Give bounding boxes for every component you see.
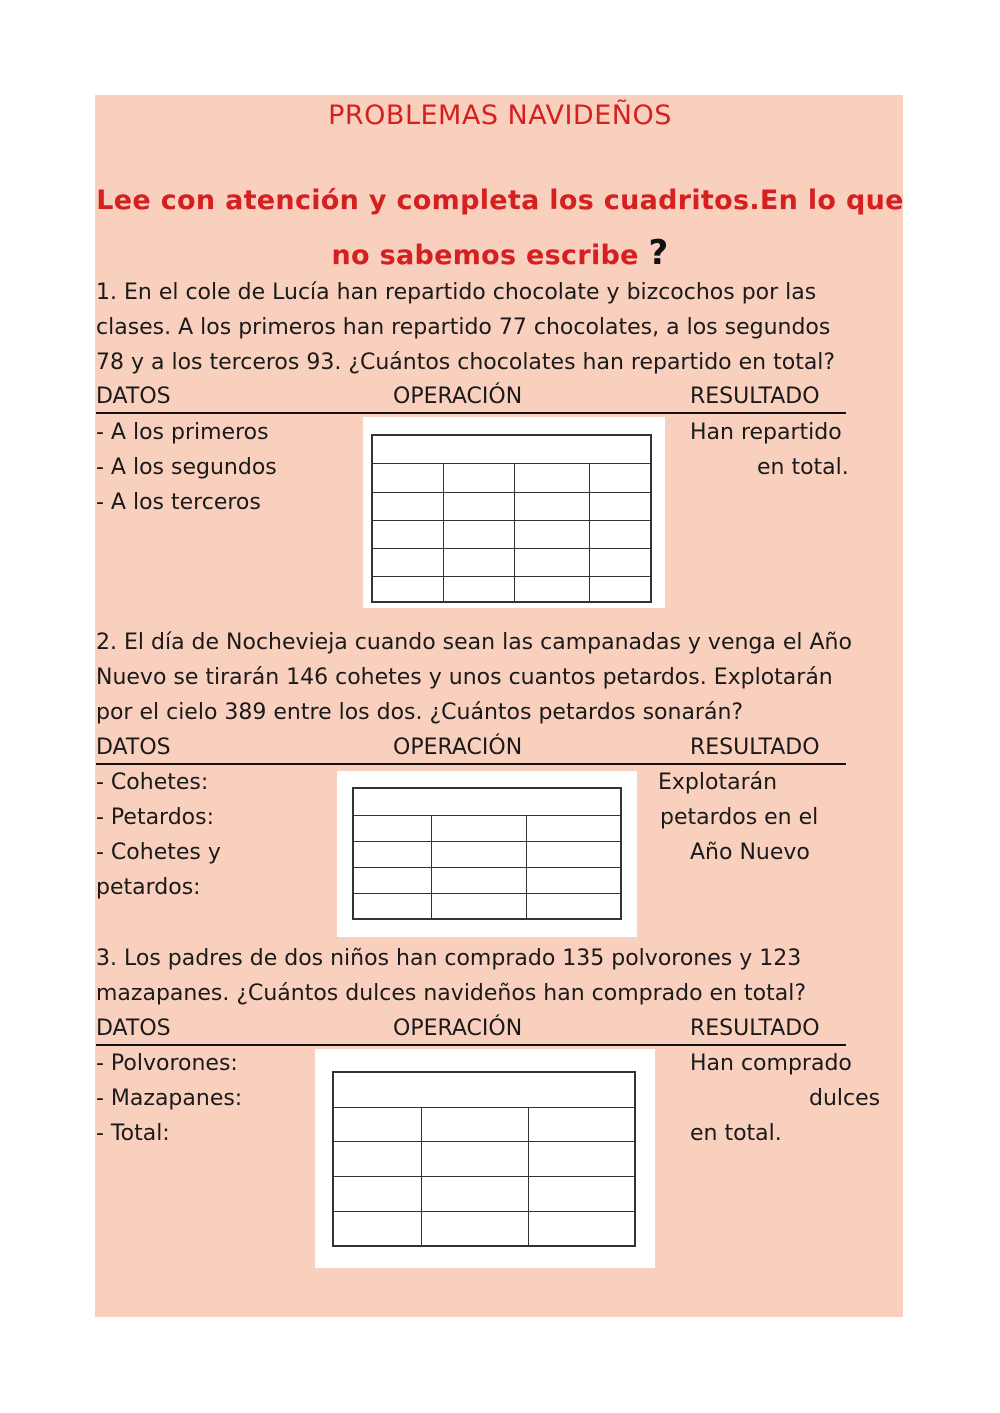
problem2-dato-2: - Petardos: (96, 805, 215, 830)
problem3-dato-3: - Total: (96, 1121, 170, 1146)
problem1-dato-3: - A los terceros (96, 490, 261, 515)
resultado-header: RESULTADO (690, 384, 820, 409)
problem3-header-row (96, 1014, 846, 1046)
problem3-dato-1: - Polvorones: (96, 1051, 238, 1076)
problem1-line-3: 78 y a los terceros 93. ¿Cuántos chocolates han repartido en total? (96, 350, 836, 375)
problem3-dato-2: - Mazapanes: (96, 1086, 243, 1111)
problem2-line-1: 2. El día de Nochevieja cuando sean las campanadas y venga el Año (96, 630, 852, 655)
resultado-header: RESULTADO (690, 735, 820, 760)
problem2-dato-1: - Cohetes: (96, 770, 209, 795)
page-title: PROBLEMAS NAVIDEÑOS (328, 100, 672, 131)
problem2-header-row (96, 733, 846, 765)
problem1-operation-box (363, 417, 665, 608)
problem2-operation-grid[interactable] (352, 787, 622, 920)
problem2-dato-3: - Cohetes y (96, 840, 221, 865)
resultado-header: RESULTADO (690, 1016, 820, 1041)
problem3-result-line-3: en total. (690, 1121, 782, 1146)
problem2-result-line-3: Año Nuevo (690, 840, 810, 865)
datos-header: DATOS (96, 735, 171, 760)
problem1-line-1: 1. En el cole de Lucía han repartido chocolate y bizcochos por las (96, 280, 817, 305)
instructions-line-1: Lee con atención y completa los cuadritos.En lo que (96, 185, 904, 216)
problem2-line-2: Nuevo se tirarán 146 cohetes y unos cuantos petardos. Explotarán (96, 665, 833, 690)
problem1-result-line-1: Han repartido (690, 420, 842, 445)
instructions-text: no sabemos escribe (331, 240, 639, 271)
datos-header: DATOS (96, 1016, 171, 1041)
problem1-header-row (96, 382, 846, 414)
problem2-operation-box (337, 771, 637, 937)
problem3-line-2: mazapanes. ¿Cuántos dulces navideños han comprado en total? (96, 981, 806, 1006)
problem1-dato-1: - A los primeros (96, 420, 269, 445)
operacion-header: OPERACIÓN (393, 384, 523, 409)
problem2-result-line-1: Explotarán (658, 770, 778, 795)
problem1-line-2: clases. A los primeros han repartido 77 chocolates, a los segundos (96, 315, 831, 340)
problem3-line-1: 3. Los padres de dos niños han comprado 135 polvorones y 123 (96, 946, 802, 971)
problem3-result-line-2: dulces (809, 1086, 881, 1111)
operacion-header: OPERACIÓN (393, 1016, 523, 1041)
problem1-dato-2: - A los segundos (96, 455, 277, 480)
operacion-header: OPERACIÓN (393, 735, 523, 760)
problem2-dato-4: petardos: (96, 875, 201, 900)
problem3-operation-grid[interactable] (332, 1071, 636, 1247)
instructions-line-2 (0, 233, 1000, 273)
problem2-line-3: por el cielo 389 entre los dos. ¿Cuántos petardos sonarán? (96, 700, 744, 725)
problem1-result-line-2: en total. (757, 455, 849, 480)
datos-header: DATOS (96, 384, 171, 409)
problem3-operation-box (315, 1049, 655, 1268)
question-mark-symbol: ? (648, 233, 669, 273)
problem2-result-line-2: petardos en el (660, 805, 819, 830)
problem1-operation-grid[interactable] (371, 434, 652, 603)
problem3-result-line-1: Han comprado (690, 1051, 852, 1076)
